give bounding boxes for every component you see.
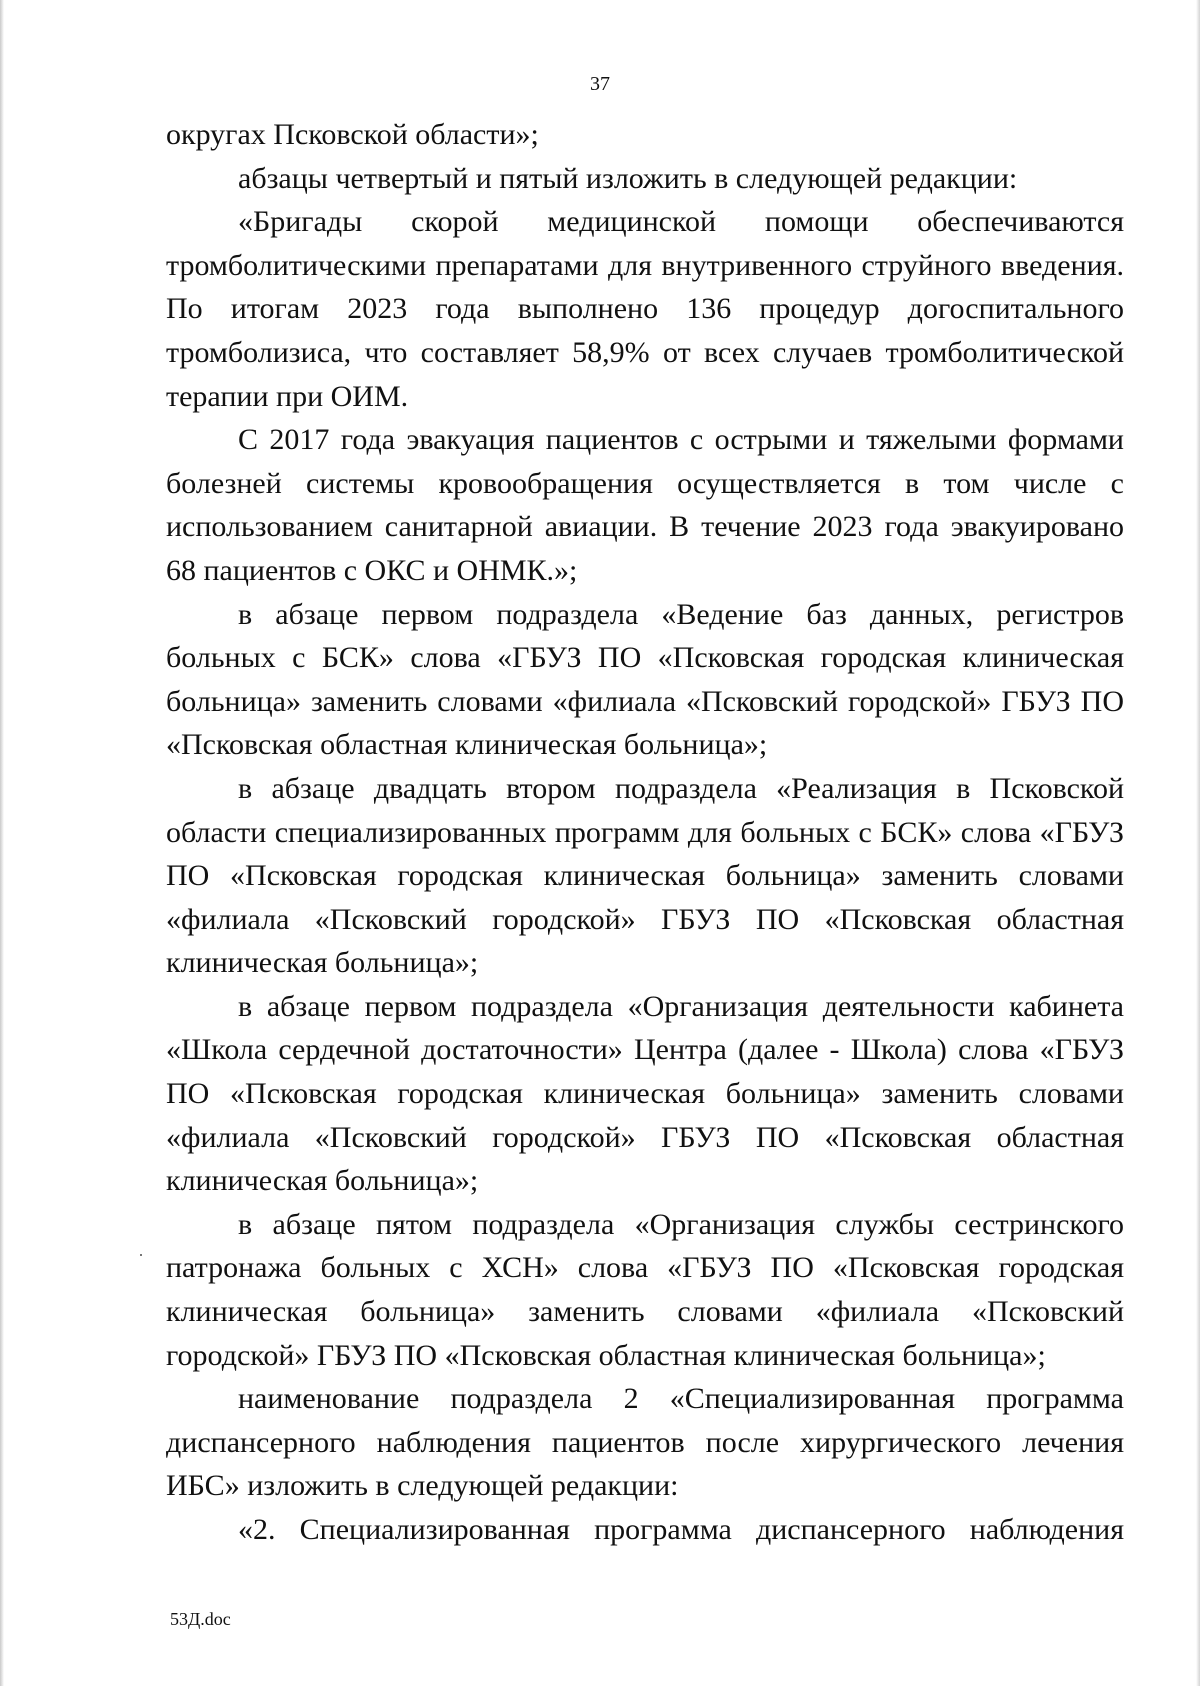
paragraph: абзацы четвертый и пятый изложить в следующей редакции:	[238, 161, 1018, 195]
paragraph: в абзаце первом подраздела «Ведение баз данных, регистров больных с БСК» слова «ГБУЗ ПО «Псковская городская клиническая больница» заменить словами «филиала «Псковский городской» ГБУЗ ПО «Псковская областная клиническая больница»;	[166, 597, 1124, 762]
document-body	[166, 113, 1124, 1552]
page-number: 37	[590, 73, 610, 95]
paragraph: в абзаце первом подраздела «Организация деятельности кабинета «Школа сердечной достаточности» Центра (далее - Школа) слова «ГБУЗ ПО «Псковская городская клиническая больница» заменить словами «филиала «Псковский городской» ГБУЗ ПО «Псковская областная клиническая больница»;	[166, 989, 1124, 1198]
scan-edge-right	[1196, 0, 1200, 1686]
paragraph: в абзаце двадцать втором подраздела «Реализация в Псковской области специализированных программ для больных с БСК» слова «ГБУЗ ПО «Псковская городская клиническая больница» заменить словами «филиала «Псковский городской» ГБУЗ ПО «Псковская областная клиническая больница»;	[166, 771, 1124, 980]
paragraph: С 2017 года эвакуация пациентов с острыми и тяжелыми формами болезней системы кровообращения осуществляется в том числе с использованием санитарной авиации. В течение 2023 года эвакуировано 68 пациентов с ОКС и ОНМК.»;	[166, 423, 1124, 587]
footer-filename: 53Д.doc	[170, 1609, 231, 1629]
paragraph: «Бригады скорой медицинской помощи обеспечиваются тромболитическими препаратами для внутривенного струйного введения. По итогам 2023 года выполнено 136 процедур догоспитального тромболизиса, что составляет 58,9% от всех случаев тромболитической терапии при ОИМ.	[166, 205, 1124, 413]
paragraph: «2. Специализированная программа диспансерного наблюдения	[238, 1513, 1124, 1546]
scan-edge-left	[0, 0, 4, 1686]
paragraph: наименование подраздела 2 «Специализированная программа диспансерного наблюдения пациентов после хирургического лечения ИБС» изложить в следующей редакции:	[166, 1382, 1124, 1503]
paragraph: в абзаце пятом подраздела «Организация службы сестринского патронажа больных с ХСН» слова «ГБУЗ ПО «Псковская городская клиническая больница» заменить словами «филиала «Псковский городской» ГБУЗ ПО «Псковская областная клиническая больница»;	[166, 1207, 1124, 1372]
scan-dot	[140, 1254, 142, 1256]
paragraph: округах Псковской области»;	[166, 118, 539, 151]
